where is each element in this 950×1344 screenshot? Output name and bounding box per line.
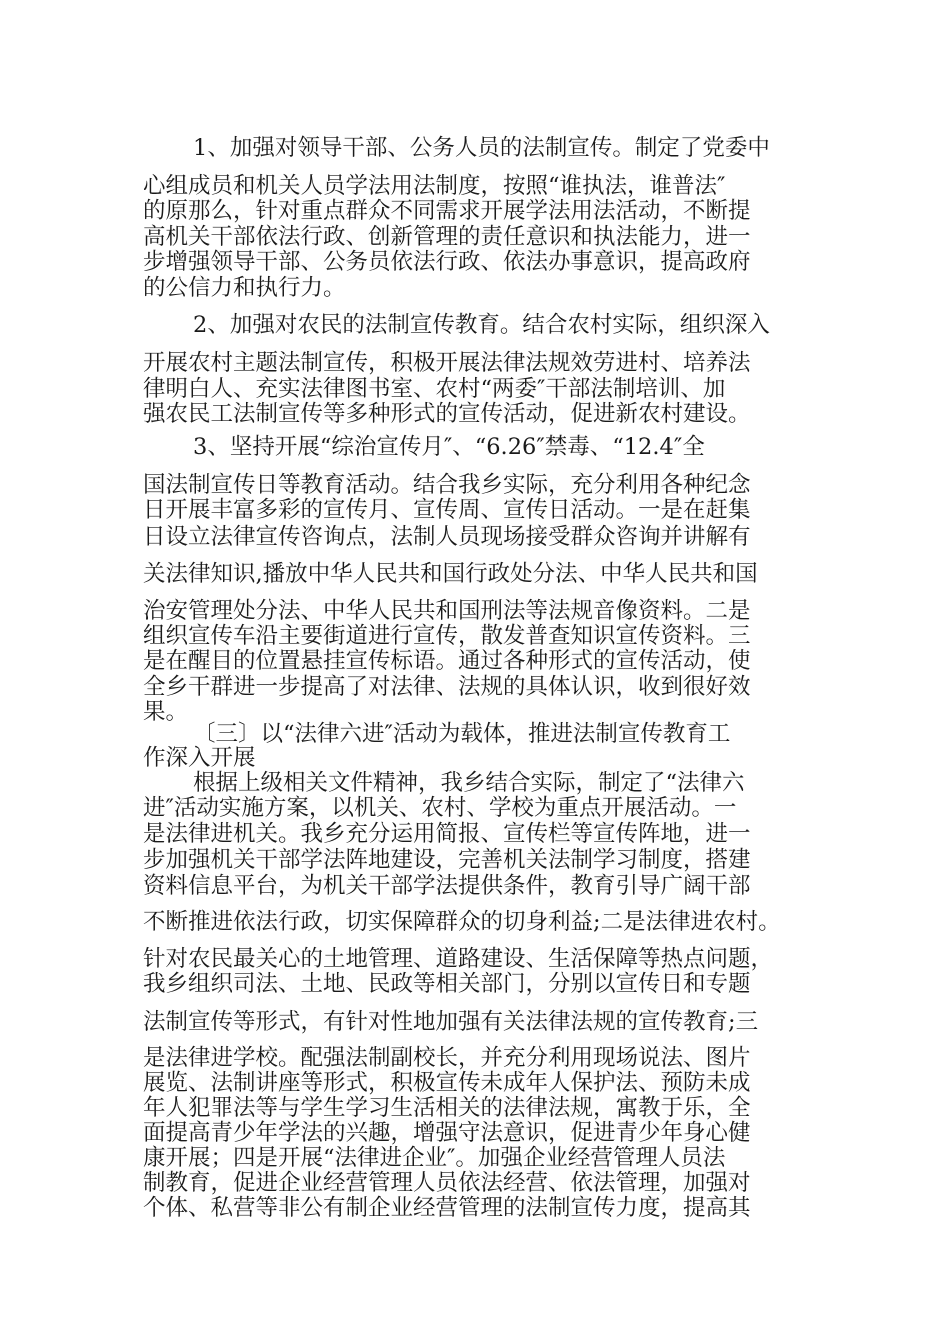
text-line: 法制宣传等形式，有针对性地加强有关法律法规的宣传教育;三 xyxy=(143,1009,759,1035)
text-line: 展览、法制讲座等形式，积极宣传未成年人保护法、预防未成 xyxy=(143,1070,751,1096)
section-heading: 〔三〕以“法律六进″活动为载体，推进法制宣传教育工 xyxy=(193,721,731,747)
text-line: 康开展；四是开展“法律进企业″。加强企业经营管理人员法 xyxy=(143,1145,726,1171)
text-line: 组织宣传车沿主要街道进行宣传，散发普查知识宣传资料。三 xyxy=(143,623,751,649)
text-line: 心组成员和机关人员学法用法制度，按照“谁执法，谁普法″ xyxy=(143,173,726,199)
text-line: 全乡干群进一步提高了对法律、法规的具体认识，收到很好效 xyxy=(143,674,751,700)
text-line: 面提高青少年学法的兴趣，增强守法意识，促进青少年身心健 xyxy=(143,1120,751,1146)
text-line: 的原那么，针对重点群众不同需求开展学法用法活动，不断提 xyxy=(143,198,751,224)
text-line: 关法律知识,播放中华人民共和国行政处分法、中华人民共和国 xyxy=(143,561,758,587)
text-line: 开展农村主题法制宣传，积极开展法律法规效劳进村、培养法 xyxy=(143,350,751,376)
text-line: 针对农民最关心的土地管理、道路建设、生活保障等热点问题， xyxy=(143,946,774,972)
section-heading: 作深入开展 xyxy=(143,745,256,771)
text-line: 强农民工法制宣传等多种形式的宣传活动，促进新农村建设。 xyxy=(143,401,751,427)
text-line: 进″活动实施方案，以机关、农村、学校为重点开展活动。一 xyxy=(143,795,737,821)
text-line: 年人犯罪法等与学生学习生活相关的法律法规，寓教于乐，全 xyxy=(143,1095,751,1121)
text-line: 2、加强对农民的法制宣传教育。结合农村实际，组织深入 xyxy=(193,312,770,338)
text-line: 日设立法律宣传咨询点，法制人员现场接受群众咨询并讲解有 xyxy=(143,524,751,550)
text-line: 是法律进学校。配强法制副校长，并充分利用现场说法、图片 xyxy=(143,1045,751,1071)
text-line: 日开展丰富多彩的宣传月、宣传周、宣传日活动。一是在赶集 xyxy=(143,497,751,523)
text-line: 资料信息平台，为机关干部学法提供条件，教育引导广阔干部 xyxy=(143,873,751,899)
text-line: 我乡组织司法、土地、民政等相关部门，分别以宣传日和专题 xyxy=(143,971,751,997)
text-line: 国法制宣传日等教育活动。结合我乡实际，充分利用各种纪念 xyxy=(143,472,751,498)
text-line: 制教育，促进企业经营管理人员依法经营、依法管理，加强对 xyxy=(143,1170,751,1196)
text-line: 是法律进机关。我乡充分运用简报、宣传栏等宣传阵地，进一 xyxy=(143,821,751,847)
text-line: 是在醒目的位置悬挂宣传标语。通过各种形式的宣传活动，使 xyxy=(143,648,751,674)
text-line: 果。 xyxy=(143,699,189,725)
text-line: 步加强机关干部学法阵地建设，完善机关法制学习制度，搭建 xyxy=(143,847,751,873)
text-line: 根据上级相关文件精神，我乡结合实际，制定了“法律六 xyxy=(193,770,745,796)
text-line: 高机关干部依法行政、创新管理的责任意识和执法能力，进一 xyxy=(143,224,751,250)
text-line: 个体、私营等非公有制企业经营管理的法制宣传力度，提高其 xyxy=(143,1195,751,1221)
text-line: 律明白人、充实法律图书室、农村“两委″干部法制培训、加 xyxy=(143,376,726,402)
text-line: 不断推进依法行政，切实保障群众的切身利益;二是法律进农村。 xyxy=(143,909,781,935)
text-line: 治安管理处分法、中华人民共和国刑法等法规音像资料。二是 xyxy=(143,598,751,624)
text-line: 1、加强对领导干部、公务人员的法制宣传。制定了党委中 xyxy=(193,135,770,161)
text-line: 的公信力和执行力。 xyxy=(143,275,346,301)
text-line: 3、坚持开展“综治宣传月″、“6.26″禁毒、“12.4″全 xyxy=(193,434,705,460)
text-line: 步增强领导干部、公务员依法行政、依法办事意识，提高政府 xyxy=(143,249,751,275)
